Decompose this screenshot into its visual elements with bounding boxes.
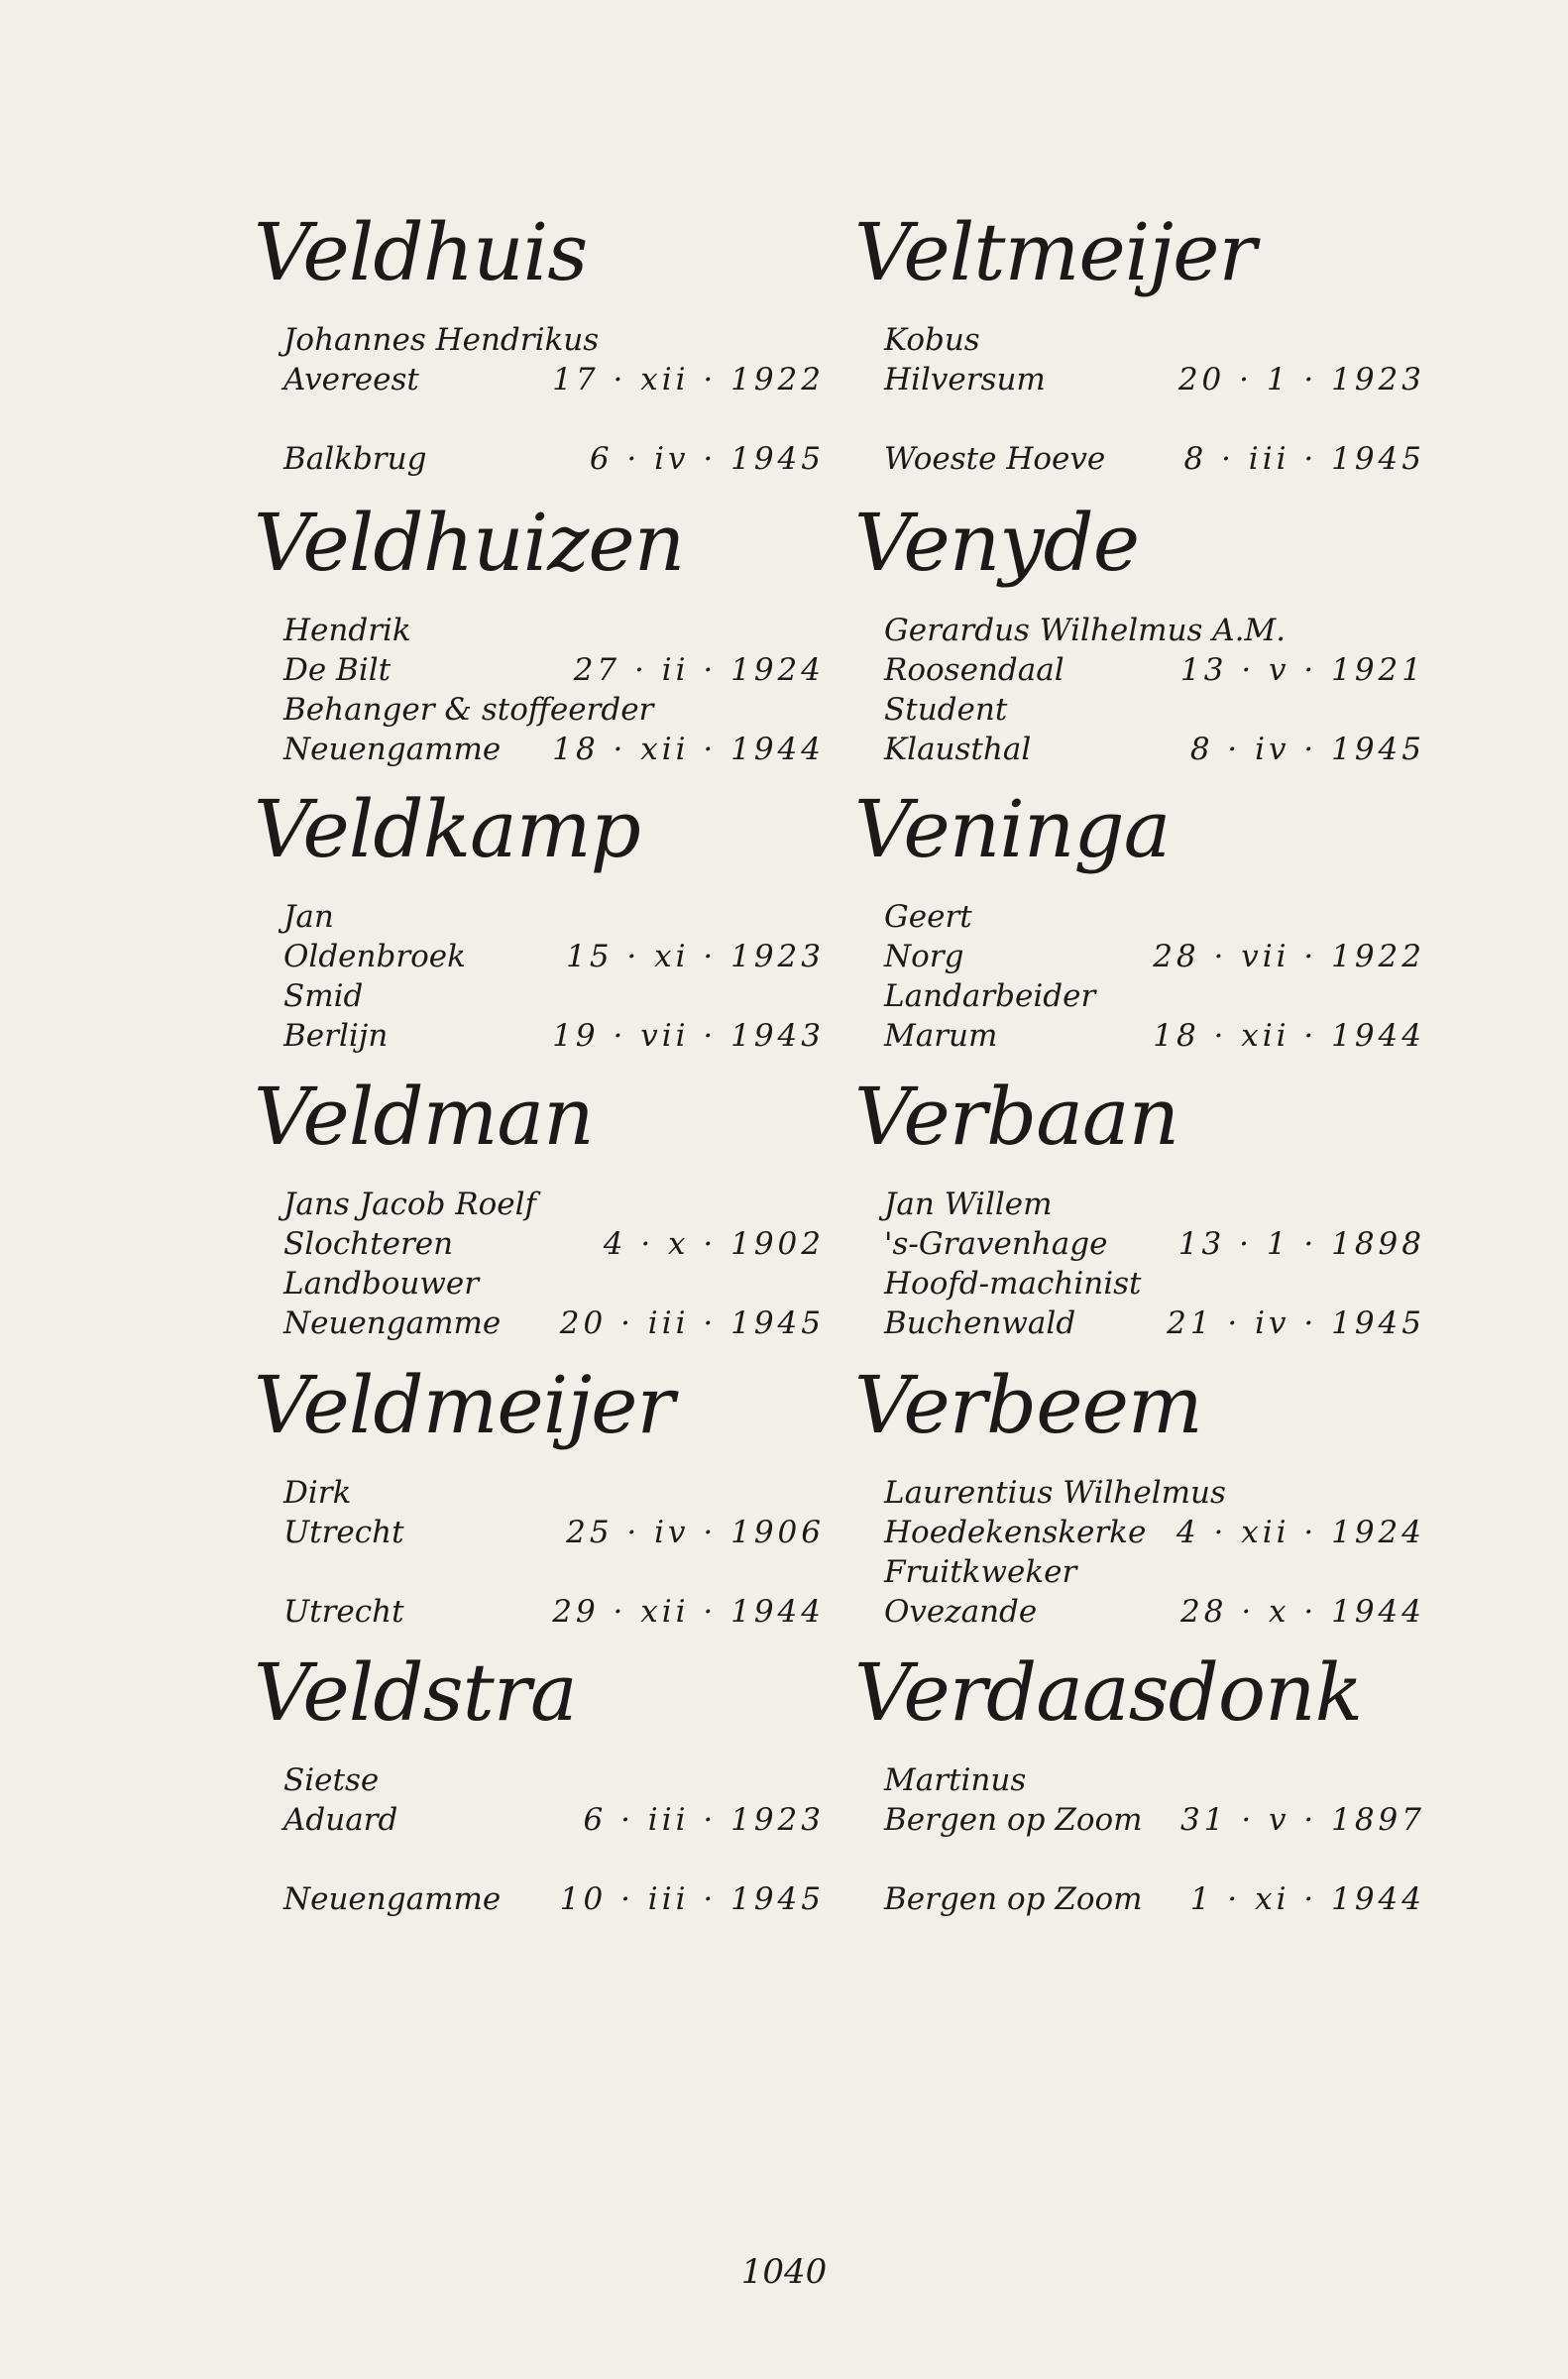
detail-label: Slochteren bbox=[283, 1226, 454, 1262]
name-entry bbox=[854, 206, 1435, 479]
detail-label: Laurentius Wilhelmus bbox=[884, 1475, 1226, 1511]
detail-date: 6 · iii · 1923 bbox=[583, 1802, 825, 1838]
surname-heading: Verbaan bbox=[854, 1071, 1179, 1163]
detail-label: Berlijn bbox=[283, 1018, 389, 1054]
detail-label: Hoofd-machinist bbox=[884, 1266, 1142, 1302]
detail-label: Kobus bbox=[884, 322, 980, 358]
detail-line bbox=[860, 1879, 1435, 1919]
detail-date: 28 · vii · 1922 bbox=[1153, 939, 1425, 974]
detail-label: Ovezande bbox=[884, 1594, 1038, 1630]
detail-label: Landbouwer bbox=[283, 1266, 480, 1302]
detail-label: Landarbeider bbox=[884, 978, 1096, 1014]
detail-line bbox=[260, 730, 835, 769]
surname-heading: Venyde bbox=[854, 497, 1140, 589]
surname-heading: Verbeem bbox=[854, 1359, 1202, 1451]
detail-line bbox=[260, 1800, 835, 1840]
detail-label: Johannes Hendrikus bbox=[283, 322, 600, 358]
detail-line bbox=[260, 1303, 835, 1343]
detail-label: Jans Jacob Roelf bbox=[283, 1187, 537, 1222]
detail-label: Aduard bbox=[283, 1802, 398, 1838]
detail-label: Jan bbox=[283, 899, 334, 935]
name-entry bbox=[254, 206, 835, 479]
detail-date: 20 · iii · 1945 bbox=[559, 1305, 825, 1341]
surname-heading: Veldman bbox=[254, 1071, 594, 1163]
name-entry bbox=[854, 783, 1435, 1056]
detail-label: Neuengamme bbox=[283, 732, 502, 767]
detail-date: 6 · iv · 1945 bbox=[589, 441, 825, 477]
name-entry bbox=[854, 1646, 1435, 1919]
detail-date: 28 · x · 1944 bbox=[1180, 1594, 1425, 1630]
detail-label: Utrecht bbox=[283, 1515, 404, 1550]
detail-line bbox=[860, 1473, 1435, 1513]
detail-line bbox=[860, 937, 1435, 976]
detail-line bbox=[860, 1760, 1435, 1800]
detail-date: 8 · iv · 1945 bbox=[1189, 732, 1425, 767]
detail-line bbox=[260, 897, 835, 937]
detail-line bbox=[860, 1016, 1435, 1056]
detail-line bbox=[860, 1224, 1435, 1264]
detail-line bbox=[860, 399, 1435, 439]
detail-line bbox=[860, 1840, 1435, 1879]
detail-label: Student bbox=[884, 692, 1008, 728]
detail-label: Bergen op Zoom bbox=[884, 1802, 1143, 1838]
name-entry bbox=[854, 497, 1435, 769]
name-entry bbox=[254, 1359, 835, 1632]
detail-label: Klausthal bbox=[884, 732, 1032, 767]
surname-heading: Veldstra bbox=[254, 1646, 577, 1739]
detail-line bbox=[260, 1224, 835, 1264]
entry-details bbox=[260, 897, 835, 1056]
name-entry bbox=[854, 1359, 1435, 1632]
detail-line bbox=[260, 1185, 835, 1224]
detail-line bbox=[260, 611, 835, 650]
detail-label: Hoedekenskerke bbox=[884, 1515, 1147, 1550]
detail-line bbox=[860, 1513, 1435, 1552]
detail-line bbox=[860, 690, 1435, 730]
detail-date: 15 · xi · 1923 bbox=[566, 939, 825, 974]
surname-heading: Verdaasdonk bbox=[854, 1646, 1363, 1739]
detail-line bbox=[260, 1760, 835, 1800]
detail-line bbox=[260, 1473, 835, 1513]
detail-line bbox=[860, 1264, 1435, 1303]
detail-date: 17 · xii · 1922 bbox=[552, 362, 825, 397]
detail-date: 4 · xii · 1924 bbox=[1176, 1515, 1425, 1550]
detail-date: 25 · iv · 1906 bbox=[566, 1515, 825, 1550]
detail-label: Hendrik bbox=[283, 613, 411, 648]
detail-date: 1 · xi · 1944 bbox=[1189, 1881, 1425, 1917]
page-number: 1040 bbox=[740, 2252, 828, 2292]
detail-line bbox=[260, 1552, 835, 1592]
detail-label: Dirk bbox=[283, 1475, 352, 1511]
detail-line bbox=[260, 650, 835, 690]
detail-line bbox=[260, 1016, 835, 1056]
detail-line bbox=[860, 730, 1435, 769]
entry-details bbox=[860, 1473, 1435, 1632]
detail-line bbox=[860, 976, 1435, 1016]
entry-details bbox=[260, 611, 835, 769]
detail-line bbox=[260, 399, 835, 439]
entry-details bbox=[860, 1760, 1435, 1919]
detail-line bbox=[260, 976, 835, 1016]
detail-label: Behanger & stoffeerder bbox=[283, 692, 654, 728]
name-entry bbox=[254, 1071, 835, 1343]
detail-label: Neuengamme bbox=[283, 1305, 502, 1341]
entry-details bbox=[260, 1185, 835, 1343]
detail-label: Marum bbox=[884, 1018, 998, 1054]
detail-line bbox=[260, 690, 835, 730]
detail-date: 29 · xii · 1944 bbox=[552, 1594, 825, 1630]
detail-label: Sietse bbox=[283, 1762, 380, 1798]
entry-details bbox=[260, 1760, 835, 1919]
surname-heading: Veldmeijer bbox=[254, 1359, 674, 1451]
detail-label: De Bilt bbox=[283, 652, 392, 688]
detail-label: Avereest bbox=[283, 362, 419, 397]
detail-date: 19 · vii · 1943 bbox=[552, 1018, 825, 1054]
detail-line bbox=[260, 320, 835, 360]
detail-label: Utrecht bbox=[283, 1594, 404, 1630]
detail-line bbox=[260, 1840, 835, 1879]
detail-label: Gerardus Wilhelmus A.M. bbox=[884, 613, 1287, 648]
name-entry bbox=[254, 497, 835, 769]
surname-heading: Veninga bbox=[854, 783, 1171, 875]
detail-line bbox=[260, 439, 835, 479]
detail-date: 13 · 1 · 1898 bbox=[1177, 1226, 1425, 1262]
detail-date: 4 · x · 1902 bbox=[603, 1226, 825, 1262]
entry-details bbox=[860, 897, 1435, 1056]
detail-label: Martinus bbox=[884, 1762, 1027, 1798]
detail-label: Oldenbroek bbox=[283, 939, 466, 974]
detail-line bbox=[860, 1800, 1435, 1840]
name-entry bbox=[254, 783, 835, 1056]
detail-label: Hilversum bbox=[884, 362, 1046, 397]
detail-line bbox=[260, 1513, 835, 1552]
detail-line bbox=[860, 897, 1435, 937]
entry-details bbox=[860, 1185, 1435, 1343]
entry-details bbox=[860, 320, 1435, 479]
detail-label: Woeste Hoeve bbox=[884, 441, 1106, 477]
detail-line bbox=[860, 320, 1435, 360]
entry-details bbox=[260, 320, 835, 479]
detail-label: Roosendaal bbox=[884, 652, 1064, 688]
surname-heading: Veltmeijer bbox=[854, 206, 1256, 298]
entry-details bbox=[260, 1473, 835, 1632]
detail-line bbox=[260, 1879, 835, 1919]
detail-label: Jan Willem bbox=[884, 1187, 1053, 1222]
surname-heading: Veldhuizen bbox=[254, 497, 685, 589]
detail-date: 27 · ii · 1924 bbox=[573, 652, 825, 688]
detail-line bbox=[860, 1303, 1435, 1343]
detail-line bbox=[260, 1264, 835, 1303]
surname-heading: Veldhuis bbox=[254, 206, 588, 298]
surname-heading: Veldkamp bbox=[254, 783, 640, 875]
detail-date: 20 · 1 · 1923 bbox=[1177, 362, 1425, 397]
detail-label: Neuengamme bbox=[283, 1881, 502, 1917]
detail-line bbox=[860, 1185, 1435, 1224]
detail-label: Fruitkweker bbox=[884, 1554, 1077, 1590]
detail-label: Smid bbox=[283, 978, 364, 1014]
detail-date: 18 · xii · 1944 bbox=[1153, 1018, 1425, 1054]
detail-line bbox=[860, 1552, 1435, 1592]
detail-line bbox=[860, 439, 1435, 479]
detail-line bbox=[260, 360, 835, 399]
detail-date: 8 · iii · 1945 bbox=[1183, 441, 1425, 477]
detail-line bbox=[860, 360, 1435, 399]
detail-label: 's-Gravenhage bbox=[884, 1226, 1108, 1262]
detail-label: Bergen op Zoom bbox=[884, 1881, 1143, 1917]
detail-line bbox=[860, 650, 1435, 690]
detail-line bbox=[260, 937, 835, 976]
detail-date: 10 · iii · 1945 bbox=[559, 1881, 825, 1917]
detail-line bbox=[860, 611, 1435, 650]
detail-date: 21 · iv · 1945 bbox=[1167, 1305, 1425, 1341]
detail-date: 18 · xii · 1944 bbox=[552, 732, 825, 767]
name-entry bbox=[254, 1646, 835, 1919]
name-entry bbox=[854, 1071, 1435, 1343]
detail-line bbox=[860, 1592, 1435, 1632]
entry-details bbox=[860, 611, 1435, 769]
detail-label: Buchenwald bbox=[884, 1305, 1076, 1341]
detail-date: 13 · v · 1921 bbox=[1180, 652, 1425, 688]
detail-label: Norg bbox=[884, 939, 964, 974]
detail-line bbox=[260, 1592, 835, 1632]
detail-label: Geert bbox=[884, 899, 972, 935]
detail-date: 31 · v · 1897 bbox=[1180, 1802, 1425, 1838]
detail-label: Balkbrug bbox=[283, 441, 427, 477]
